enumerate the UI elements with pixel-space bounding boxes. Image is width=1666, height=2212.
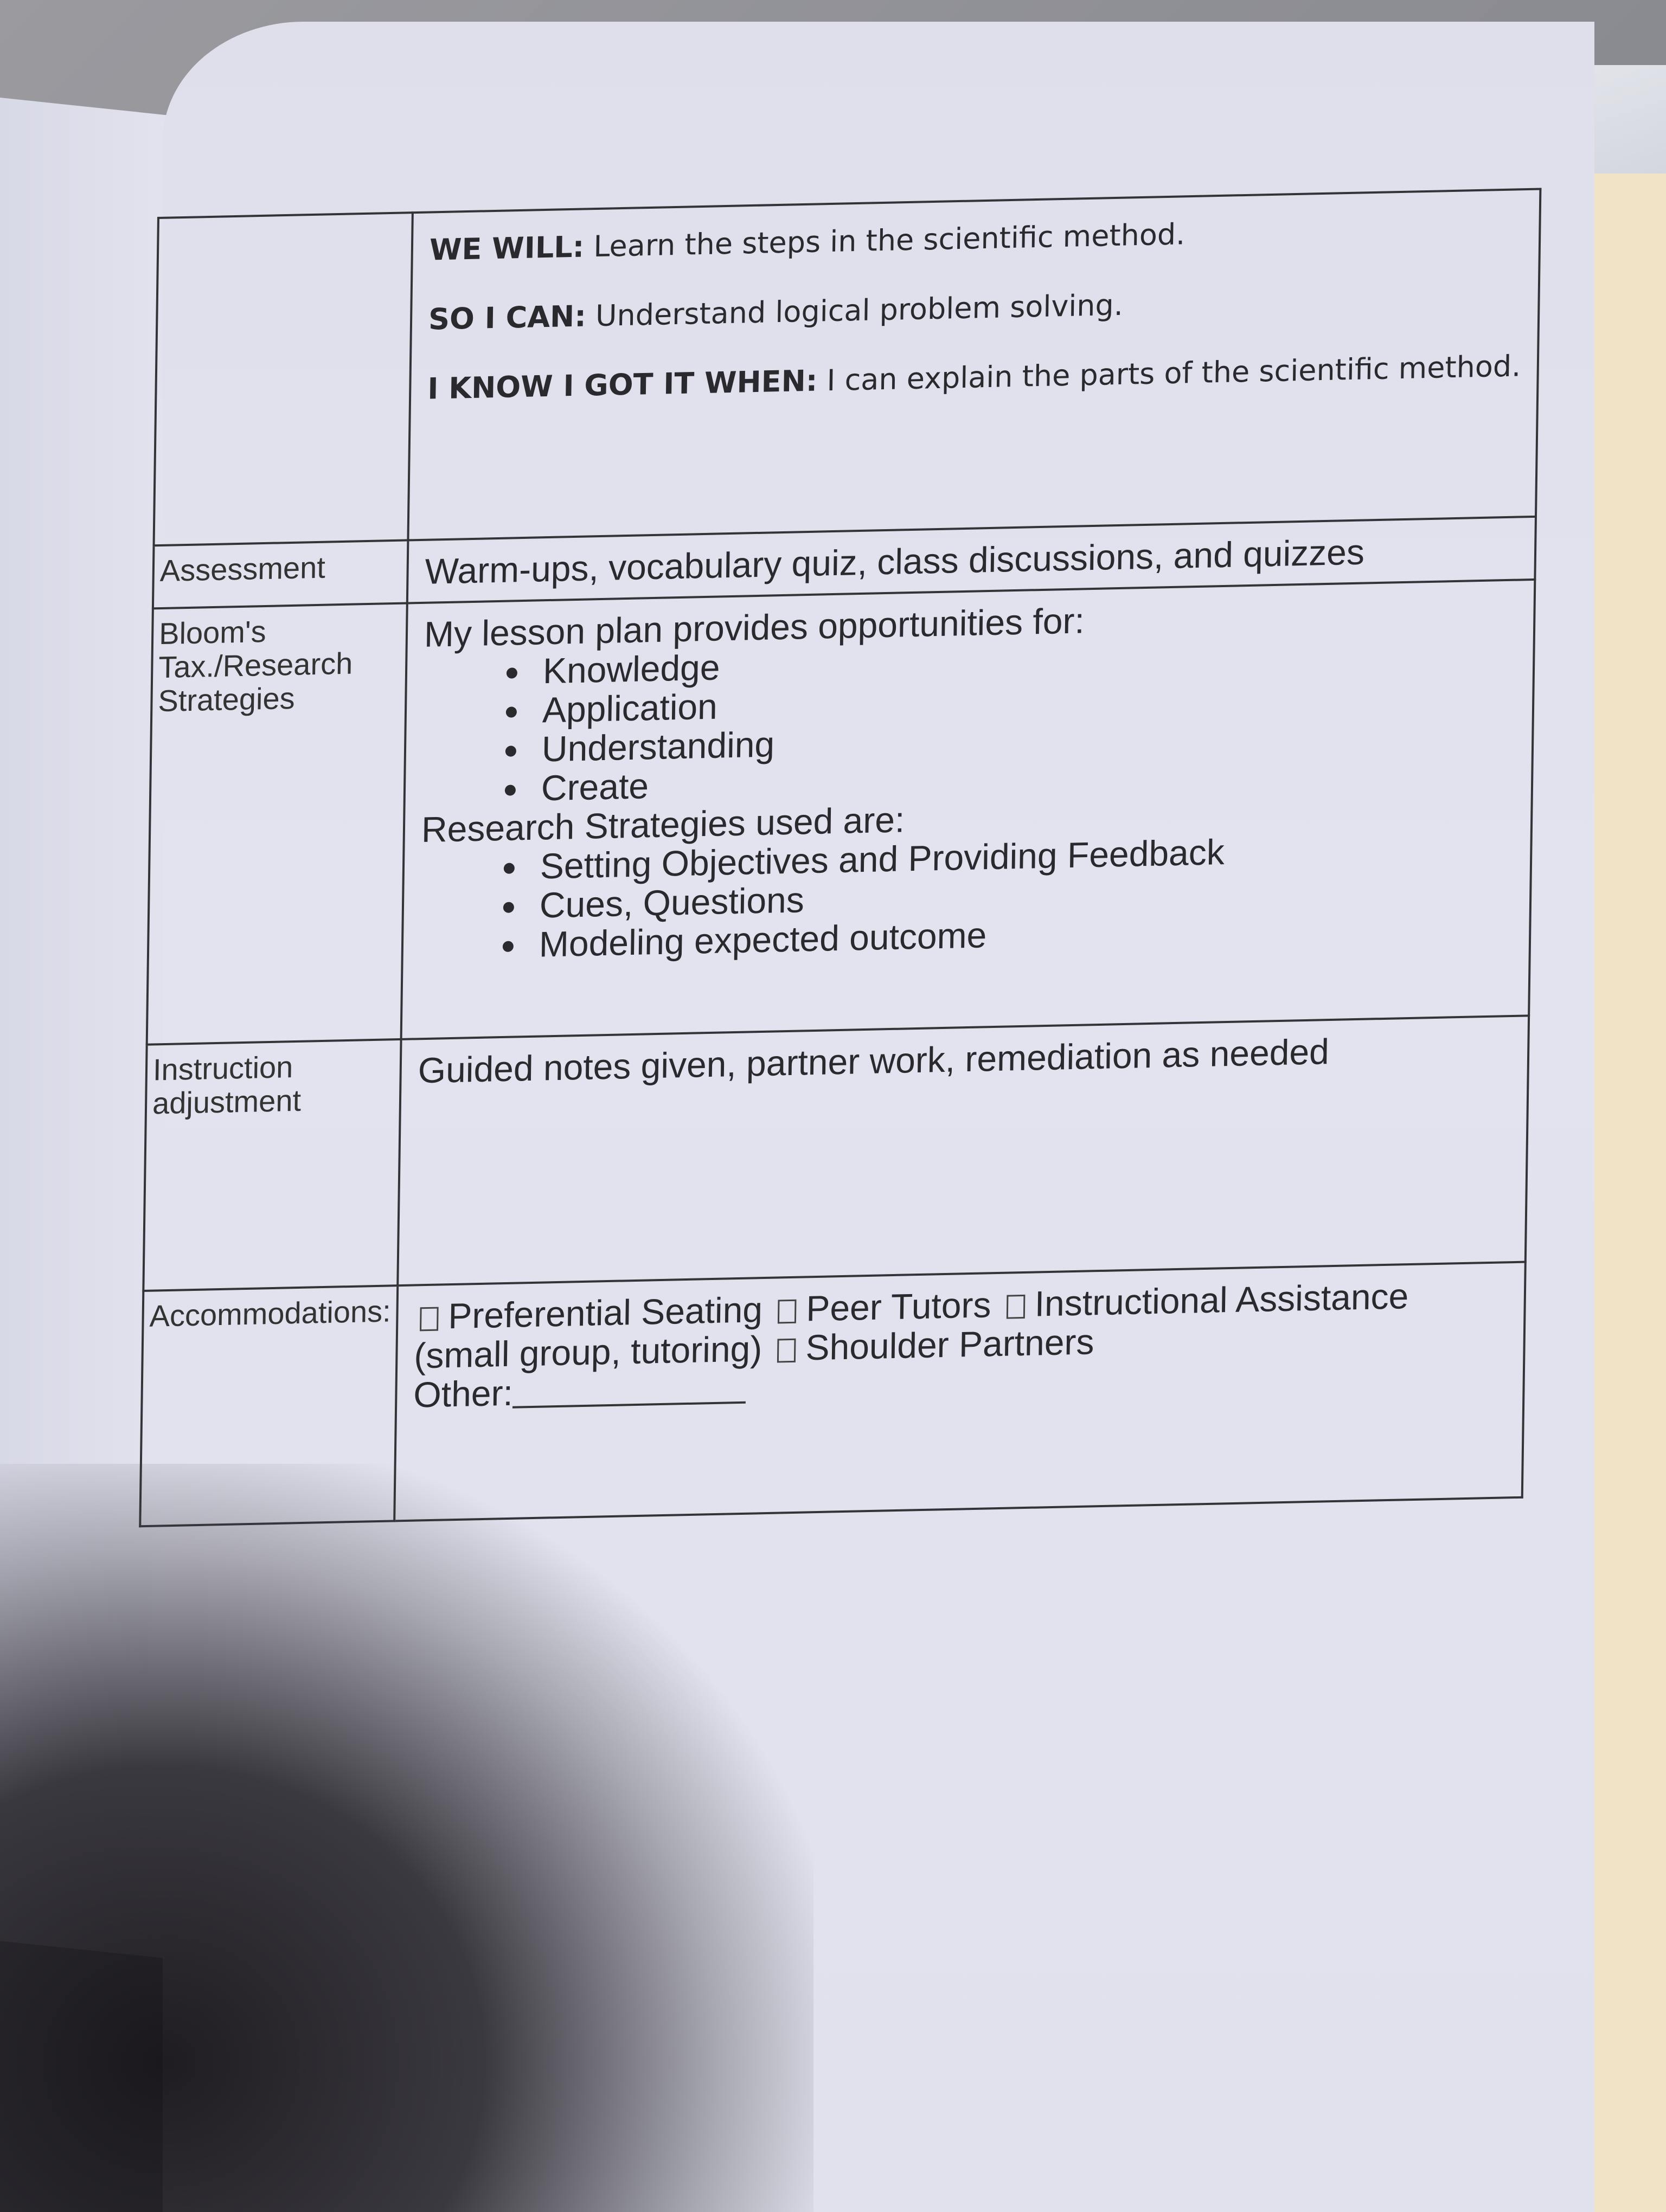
list-item: • Setting Objectives and Providing Feedback bbox=[529, 826, 1514, 886]
instruction-row bbox=[143, 1015, 1529, 1291]
blooms-intro: My lesson plan provides opportunities for: bbox=[424, 600, 1085, 654]
assessment-text: Warm-ups, vocabulary quiz, class discussions, and quizzes bbox=[407, 517, 1536, 603]
list-item: • Application bbox=[531, 670, 1517, 730]
accommodation-option: Instructional Assistance (small group, tutoring) bbox=[413, 1276, 1409, 1376]
checkbox-icon[interactable] bbox=[420, 1307, 439, 1332]
objectives-label-cell bbox=[154, 213, 413, 545]
blooms-levels-list bbox=[422, 631, 1517, 810]
i-know-key: I KNOW I GOT IT WHEN: bbox=[427, 363, 818, 406]
checkbox-icon[interactable] bbox=[777, 1339, 796, 1363]
accommodation-option: Shoulder Partners bbox=[805, 1321, 1094, 1368]
so-i-can-line bbox=[428, 277, 1522, 339]
we-will-text: Learn the steps in the scientific method. bbox=[584, 217, 1186, 264]
objectives-cell bbox=[408, 189, 1541, 541]
list-item: • Knowledge bbox=[532, 631, 1517, 691]
objectives-row bbox=[154, 189, 1541, 546]
instruction-text: Guided notes given, partner work, remediation as needed bbox=[398, 1015, 1529, 1285]
accommodations-row bbox=[140, 1262, 1526, 1527]
so-i-can-text: Understand logical problem solving. bbox=[586, 287, 1124, 333]
accommodation-option: Preferential Seating bbox=[447, 1289, 763, 1336]
list-item: • Modeling expected outcome bbox=[528, 904, 1513, 964]
i-know-line bbox=[427, 346, 1521, 408]
blooms-row bbox=[147, 580, 1535, 1045]
accommodation-option: Peer Tutors bbox=[805, 1284, 991, 1329]
lesson-plan-form bbox=[139, 188, 1540, 1528]
we-will-line bbox=[429, 208, 1523, 269]
strategies-list bbox=[420, 826, 1515, 966]
research-intro: Research Strategies used are: bbox=[421, 799, 905, 850]
accommodations-label: Accommodations: bbox=[140, 1285, 398, 1526]
blooms-label: Bloom's Tax./Research Strategies bbox=[147, 603, 407, 1045]
other-blank-line[interactable] bbox=[512, 1371, 746, 1409]
so-i-can-key: SO I CAN: bbox=[428, 299, 587, 337]
list-item: • Cues, Questions bbox=[528, 865, 1514, 925]
checkbox-icon[interactable] bbox=[778, 1300, 797, 1324]
list-item: • Create bbox=[530, 748, 1516, 808]
assessment-label: Assessment bbox=[153, 540, 408, 608]
i-know-text: I can explain the parts of the scientific method. bbox=[817, 349, 1521, 398]
instruction-label: Instruction adjustment bbox=[143, 1039, 401, 1291]
accommodations-cell bbox=[394, 1262, 1526, 1521]
lesson-plan-table bbox=[139, 188, 1542, 1528]
checkbox-icon[interactable] bbox=[1006, 1295, 1025, 1319]
other-label: Other: bbox=[413, 1372, 514, 1415]
we-will-key: WE WILL: bbox=[429, 229, 585, 267]
blooms-cell bbox=[401, 580, 1535, 1039]
list-item: • Understanding bbox=[531, 709, 1516, 769]
